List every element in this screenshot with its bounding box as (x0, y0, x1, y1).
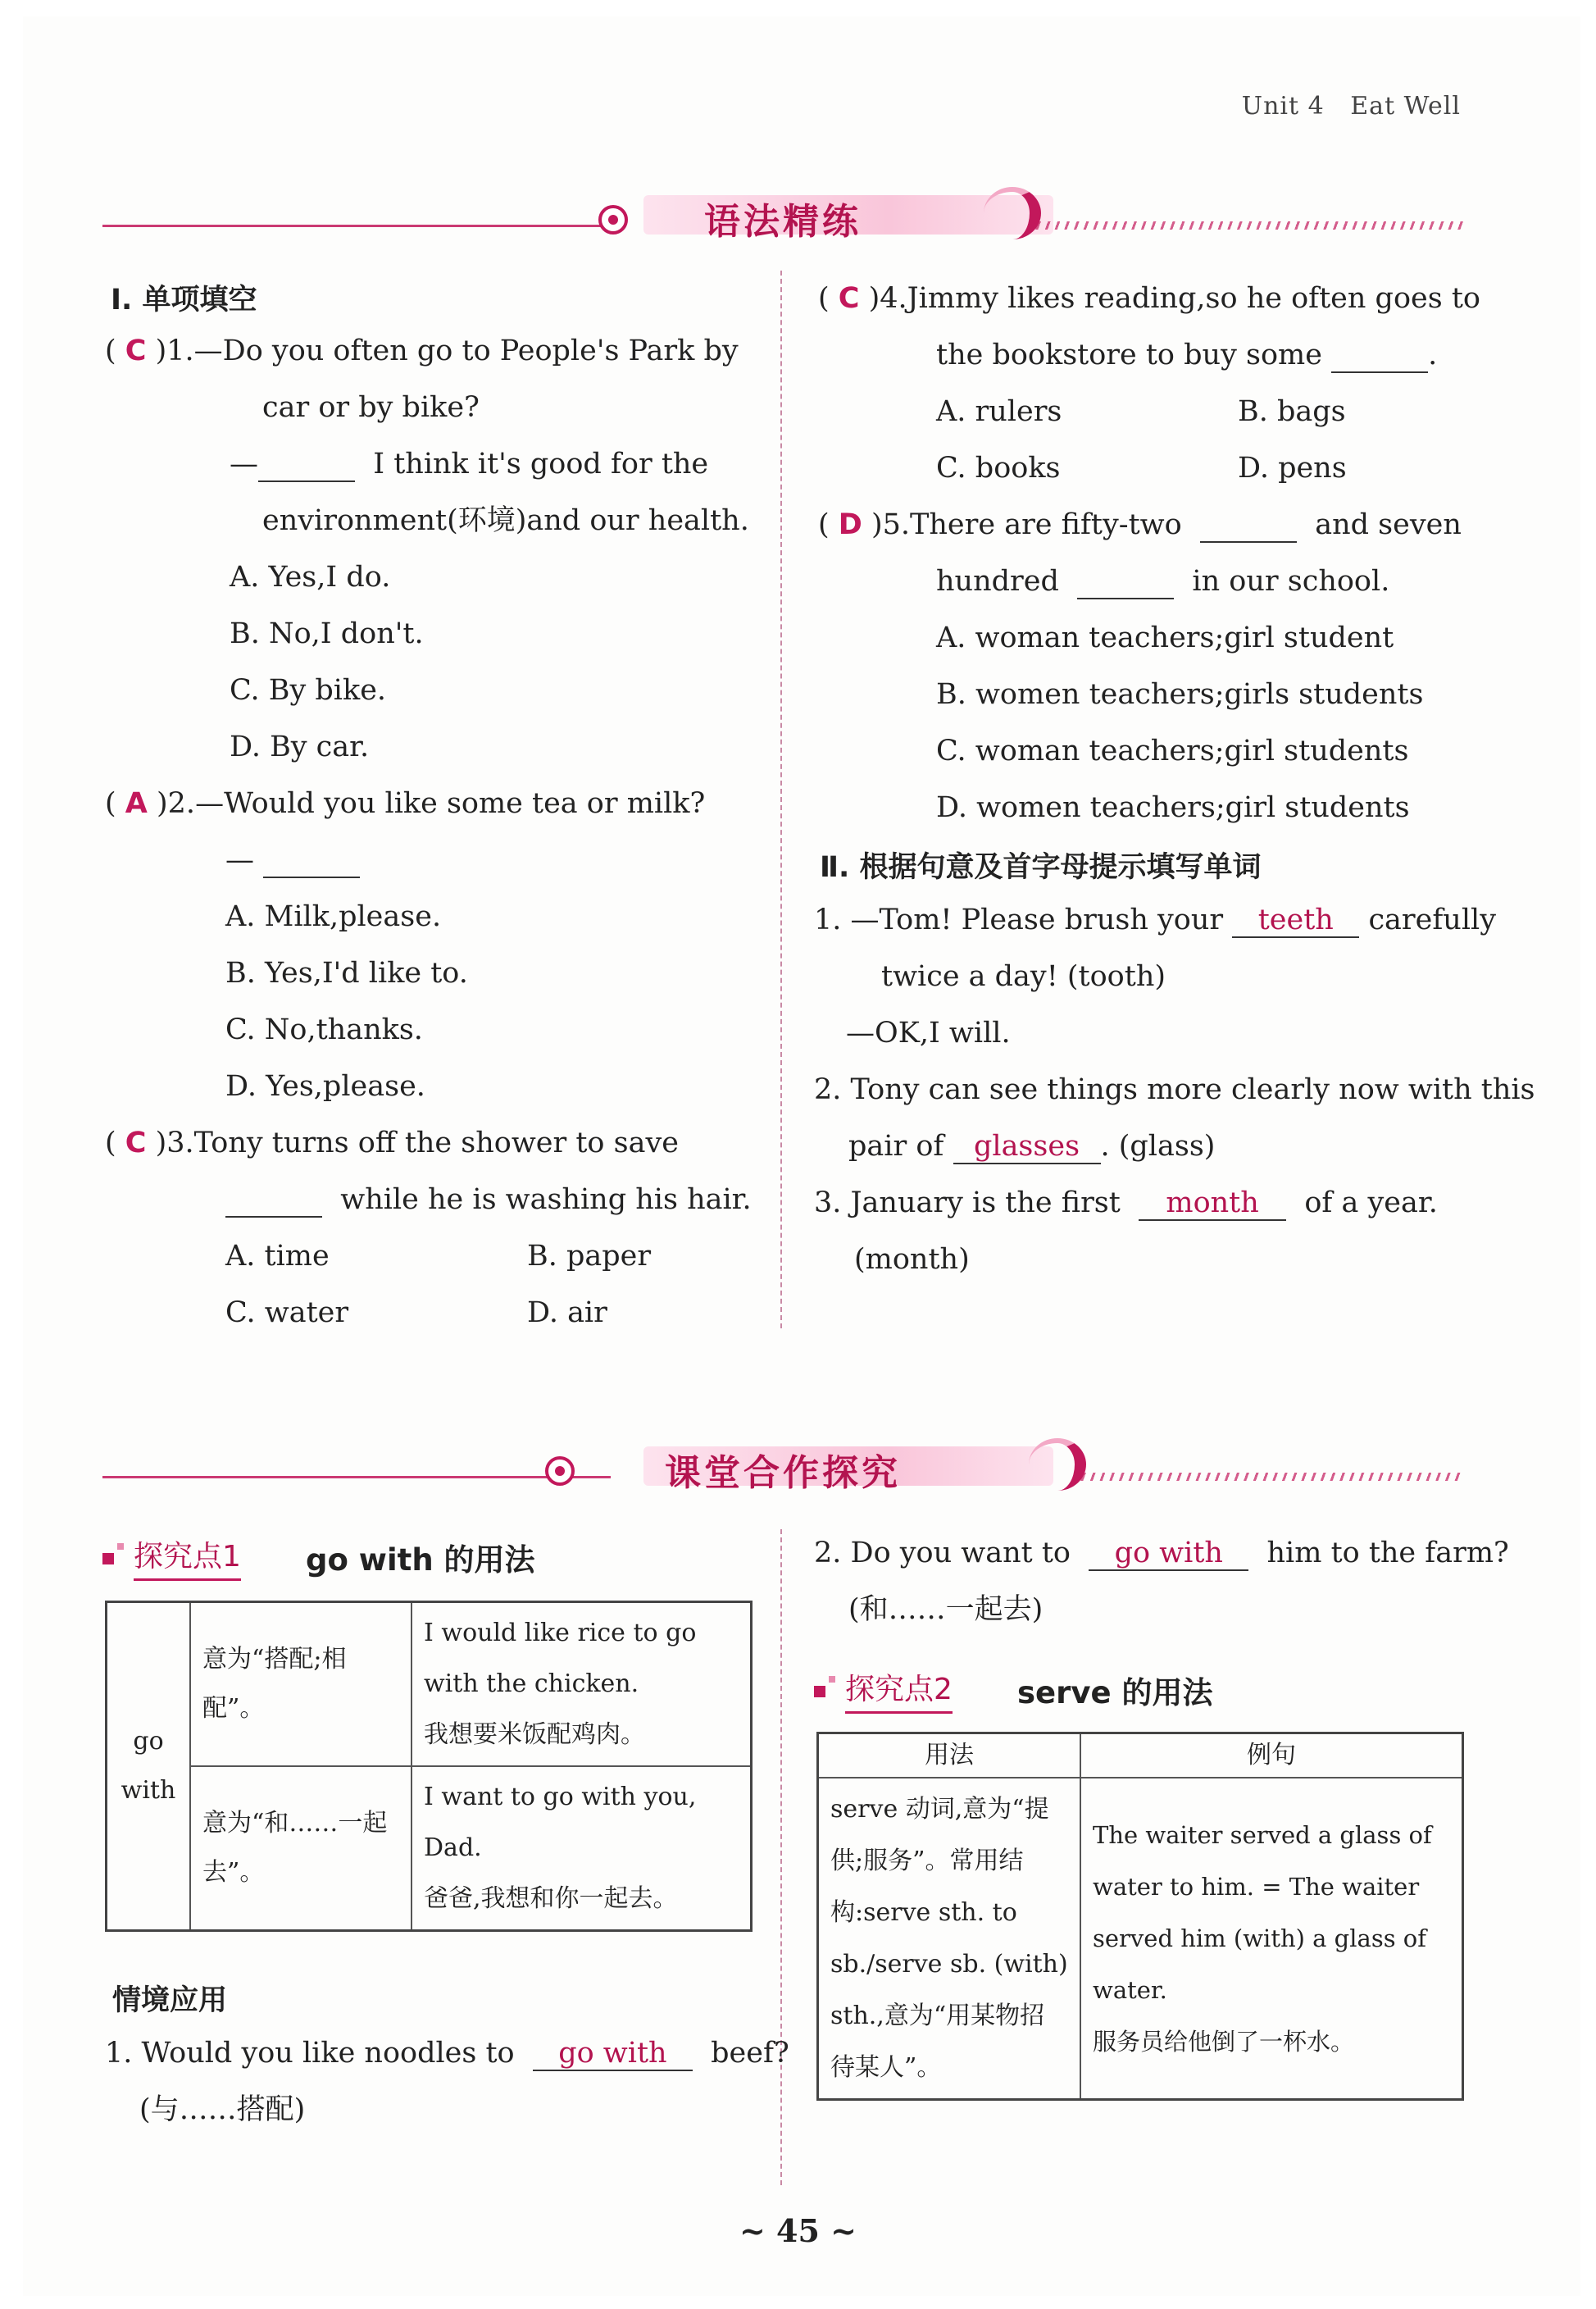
q1-line3: — I think it's good for the (230, 448, 709, 480)
unit-title: Eat Well (1350, 92, 1461, 121)
q3-option-d: D. air (527, 1296, 607, 1329)
go-with-term: go with (107, 1602, 191, 1931)
s2-q1-line2: twice a day! (tooth) (881, 960, 1166, 993)
serve-col-usage: 用法 (818, 1733, 1081, 1778)
q3-line2: while he is washing his hair. (225, 1183, 752, 1218)
q4-option-d: D. pens (1238, 452, 1347, 485)
apply-q2-line1: 2. Do you want to go with him to the farm? (814, 1537, 1509, 1569)
q2-blank[interactable] (263, 844, 360, 878)
q4-line2: the bookstore to buy some . (936, 339, 1438, 371)
meaning-2: 意为“和……一起去”。 (190, 1766, 412, 1931)
q5-line2: hundred in our school. (936, 565, 1390, 598)
q1-option-a: A. Yes,I do. (230, 561, 391, 594)
q4-option-c: C. books (936, 452, 1061, 485)
explore2-topic: serve 的用法 (1017, 1675, 1213, 1710)
q2-line1: ( A )2.—Would you like some tea or milk? (105, 787, 706, 820)
q1-answer: C (125, 335, 147, 367)
serve-table (816, 1732, 1464, 2101)
q2-option-d: D. Yes,please. (225, 1070, 425, 1103)
s2-q3-line1: 3. January is the first month of a year. (814, 1186, 1438, 1219)
explore1-tag (102, 1533, 742, 1579)
section1-heading: Ⅰ. 单项填空 (111, 284, 257, 317)
q4-line1: ( C )4.Jimmy likes reading,so he often goes to (818, 282, 1480, 315)
s2-q1-answer[interactable]: teeth (1232, 904, 1359, 938)
q1-option-b: B. No,I don't. (230, 617, 424, 650)
banner-title: 课堂合作探究 (665, 1452, 901, 1494)
section2-heading: Ⅱ. 根据句意及首字母提示填写单词 (820, 851, 1262, 884)
page-number: ~ 45 ~ (739, 2212, 857, 2249)
go-with-table (105, 1601, 753, 1932)
serve-usage: serve 动词,意为“提供;服务”。常用结构:serve sth. to sb./serve sb. (with) sth.,意为“用某物招待某人”。 (818, 1778, 1081, 2100)
q5-answer: D (838, 508, 862, 541)
q5-option-c: C. woman teachers;girl students (936, 735, 1409, 767)
s2-q1-line1: 1. —Tom! Please brush your teeth carefully (814, 904, 1497, 936)
unit-header (1242, 92, 1461, 121)
example-1: I would like rice to go with the chicken. 我想要米饭配鸡肉。 (412, 1602, 752, 1767)
example-2: I want to go with you, Dad. 爸爸,我想和你一起去。 (412, 1766, 752, 1931)
q2-option-a: A. Milk,please. (225, 900, 442, 933)
s2-q2-line2: pair of glasses . (glass) (848, 1130, 1216, 1163)
q3-option-b: B. paper (527, 1240, 652, 1273)
q5-option-d: D. women teachers;girl students (936, 791, 1410, 824)
q5-blank2[interactable] (1077, 565, 1174, 599)
q1-line4: environment(环境)and our health. (262, 504, 749, 537)
s2-q2-line1: 2. Tony can see things more clearly now with this (814, 1073, 1535, 1106)
q5-option-b: B. women teachers;girls students (936, 678, 1424, 711)
q1-option-d: D. By car. (230, 731, 370, 763)
q2-line2: — (225, 844, 360, 878)
column-divider-2 (780, 1529, 782, 2185)
q3-line1: ( C )3.Tony turns off the shower to save (105, 1127, 679, 1159)
unit-label: Unit 4 (1241, 92, 1325, 121)
q2-answer: A (125, 787, 148, 820)
q4-option-a: A. rulers (936, 395, 1062, 428)
q1-line1: ( C )1.—Do you often go to People's Park by (105, 335, 739, 367)
tag-square-icon (814, 1686, 825, 1697)
grammar-banner (102, 182, 1463, 248)
s2-q2-answer[interactable]: glasses (953, 1130, 1101, 1164)
q1-blank[interactable] (258, 448, 355, 482)
apply-q1-line2: (与……搭配) (139, 2093, 306, 2126)
apply-q2-answer[interactable]: go with (1089, 1537, 1248, 1571)
q1-option-c: C. By bike. (230, 674, 387, 707)
apply-q1-line1: 1. Would you like noodles to go with beef? (105, 2037, 789, 2070)
meaning-1: 意为“搭配;相配”。 (190, 1602, 412, 1767)
q5-blank1[interactable] (1200, 508, 1297, 543)
serve-col-example: 例句 (1080, 1733, 1463, 1778)
apply-q1-answer[interactable]: go with (533, 2037, 693, 2071)
q3-blank[interactable] (225, 1183, 322, 1218)
q3-option-c: C. water (225, 1296, 349, 1329)
explore2-tag (814, 1666, 1470, 1712)
banner-title: 语法精练 (704, 201, 862, 243)
apply-heading: 情境应用 (112, 1984, 228, 2017)
s2-q3-line2: (month) (854, 1243, 970, 1276)
q2-option-c: C. No,thanks. (225, 1013, 423, 1046)
q1-line2: car or by bike? (262, 391, 480, 424)
q4-blank[interactable] (1331, 339, 1428, 373)
q3-option-a: A. time (225, 1240, 330, 1273)
s2-q3-answer[interactable]: month (1139, 1186, 1286, 1221)
q2-option-b: B. Yes,I'd like to. (225, 957, 468, 990)
tag-square-icon (829, 1676, 835, 1683)
serve-example: The waiter served a glass of water to him. = The waiter served him (with) a glass of water. 服务员给他倒了一杯水。 (1080, 1778, 1463, 2100)
s2-q1-line3: —OK,I will. (846, 1017, 1011, 1050)
explore2-label: 探究点2 (845, 1666, 953, 1714)
q5-option-a: A. woman teachers;girl student (936, 622, 1394, 654)
explore1-topic: go with 的用法 (306, 1542, 535, 1578)
q4-option-b: B. bags (1238, 395, 1346, 428)
apply-q2-line2: (和……一起去) (848, 1593, 1044, 1626)
q3-answer: C (125, 1127, 147, 1159)
tag-square-icon (117, 1543, 124, 1550)
q5-line1: ( D )5.There are fifty-two and seven (818, 508, 1462, 541)
q4-answer: C (838, 282, 860, 315)
column-divider (780, 271, 782, 1328)
tag-square-icon (102, 1553, 114, 1564)
explore-banner (102, 1433, 1463, 1499)
explore1-label: 探究点1 (134, 1533, 241, 1581)
